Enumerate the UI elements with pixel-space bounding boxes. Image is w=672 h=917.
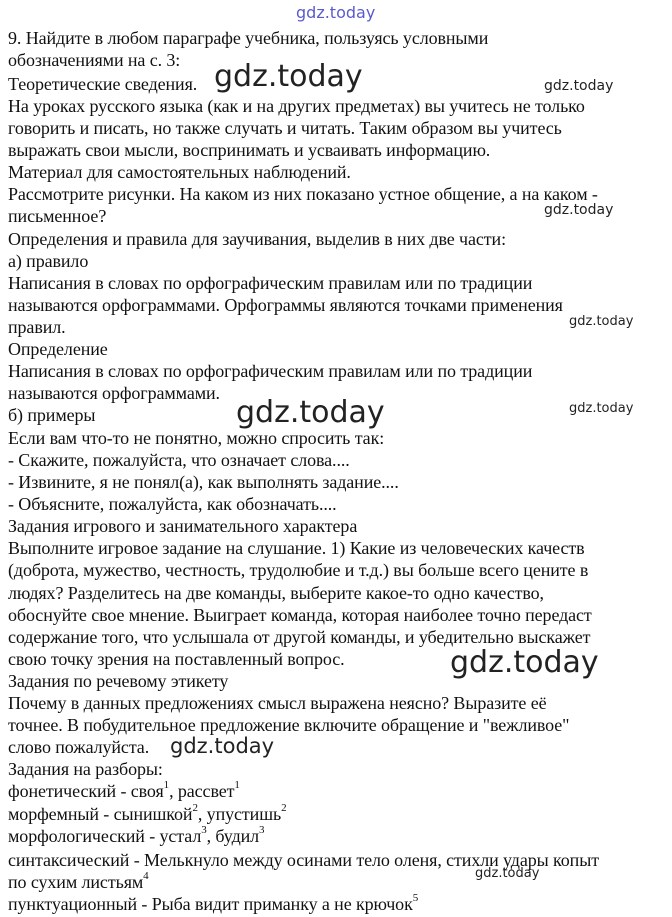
footnote-mark: 1: [163, 779, 170, 791]
section-heading: Материал для самостоятельных наблюдений.: [8, 162, 351, 182]
text-line: обозначениями на с. 3:: [8, 50, 181, 70]
watermark-large: gdz.today: [236, 395, 385, 430]
watermark-small: gdz.today: [569, 314, 634, 329]
watermark-large: gdz.today: [450, 645, 599, 680]
parse-text: пунктуационный - Рыба видит приманку а не крючок: [8, 894, 413, 914]
parse-line-phonetic: [8, 780, 240, 802]
section-heading: Задания по речевому этикету: [8, 671, 229, 691]
footnote-mark: 2: [281, 802, 287, 814]
footnote-mark: 3: [201, 824, 207, 836]
text-line: а) правило: [8, 251, 89, 271]
parse-text: , упустишь: [197, 804, 282, 824]
parse-line-morphemic: [8, 803, 286, 825]
text-line: обоснуйте свое мнение. Выиграет команда, которая наиболее точно передаст: [8, 605, 592, 625]
text-line: (доброта, мужество, честность, трудолюбие и т.д.) вы больше всего цените в: [8, 560, 589, 580]
watermark-small: gdz.today: [569, 401, 634, 416]
text-line: Выполните игровое задание на слушание. 1) Какие из человеческих качеств: [8, 538, 585, 558]
footnote-mark: 5: [412, 892, 419, 904]
text-line: называются орфограммами.: [8, 383, 220, 403]
parse-text: морфологический - устал: [8, 826, 202, 846]
section-heading: Задания на разборы:: [8, 759, 163, 779]
list-item: - Извините, я не понял(а), как выполнять задание....: [8, 472, 399, 492]
text-line: людях? Разделитесь на две команды, выберите какое-то одно качество,: [8, 583, 544, 603]
text-line: Написания в словах по орфографическим правилам или по традиции: [8, 273, 533, 293]
parse-text: по сухим листьям: [8, 872, 144, 892]
text-line: свою точку зрения на поставленный вопрос.: [8, 649, 345, 669]
section-heading: Теоретические сведения.: [8, 74, 198, 94]
text-line: На уроках русского языка (как и на других предметах) вы учитесь не только: [8, 96, 585, 116]
watermark-small: gdz.today: [544, 202, 614, 218]
list-item: - Скажите, пожалуйста, что означает слова....: [8, 450, 350, 470]
text-line: письменное?: [8, 206, 107, 226]
footnote-mark: 4: [143, 870, 149, 882]
parse-text: , будил: [206, 826, 260, 846]
text-line: содержание того, что услышала от другой команды, и убедительно выскажет: [8, 627, 591, 647]
watermark-large: gdz.today: [214, 59, 363, 94]
parse-text: фонетический - своя: [8, 781, 164, 801]
text-line: Рассмотрите рисунки. На каком из них показано устное общение, а на каком -: [8, 184, 598, 204]
watermark-small: gdz.today: [544, 78, 614, 94]
watermark-large: gdz.today: [170, 734, 275, 758]
text-line: точнее. В побудительное предложение включите обращение и "вежливое": [8, 715, 570, 735]
text-line: выражать свои мысли, воспринимать и усваивать информацию.: [8, 140, 491, 160]
footnote-mark: 1: [234, 779, 240, 791]
text-line: Написания в словах по орфографическим правилам или по традиции: [8, 361, 533, 381]
text-line: Если вам что-то не понятно, можно спросить так:: [8, 428, 385, 448]
text-line: Почему в данных предложениях смысл выражена неясно? Выразите её: [8, 693, 547, 713]
list-item: - Объясните, пожалуйста, как обозначать....: [8, 494, 337, 514]
parse-line-punctuation: [8, 893, 418, 915]
text-line: правил.: [8, 317, 66, 337]
section-heading: Определение: [8, 339, 108, 359]
watermark-small: gdz.today: [475, 866, 540, 881]
parse-text: синтаксический - Мелькнуло между осинами тело оленя, стихли удары копыт: [8, 850, 599, 870]
footnote-mark: 3: [259, 824, 265, 836]
text-line: называются орфограммами. Орфограммы являются точками применения: [8, 295, 563, 315]
parse-text: , рассвет: [169, 781, 235, 801]
section-heading: Определения и правила для заучивания, выделив в них две части:: [8, 229, 506, 249]
parse-line-morphological: [8, 825, 264, 847]
parse-text: морфемный - сынишкой: [8, 804, 193, 824]
footnote-mark: 2: [192, 802, 198, 814]
text-line: б) примеры: [8, 405, 96, 425]
text-line: слово пожалуйста.: [8, 737, 150, 757]
section-heading: Задания игрового и занимательного характера: [8, 516, 358, 536]
text-line: 9. Найдите в любом параграфе учебника, пользуясь условными: [8, 28, 489, 48]
parse-line-syntactic-cont: [8, 871, 149, 893]
text-line: говорить и писать, но также случать и читать. Таким образом вы учитесь: [8, 118, 562, 138]
watermark-top: gdz.today: [296, 3, 376, 22]
